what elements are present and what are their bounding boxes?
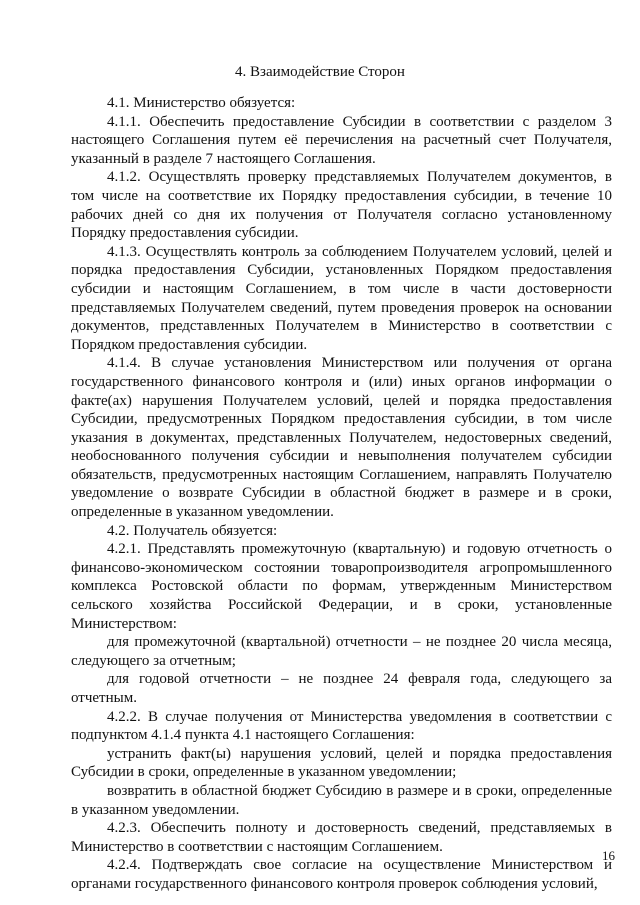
paragraph-return-subsidy: возвратить в областной бюджет Субсидию в размере и в сроки, определенные в указанном уведомлении. [71,782,612,818]
paragraph-4-2-3: 4.2.3. Обеспечить полноту и достоверность сведений, представляемых в Министерство в соответствии с настоящим Соглашением. [71,820,612,855]
section-heading: 4. Взаимодействие Сторон [235,64,405,80]
page-number: 16 [602,848,615,863]
paragraph-4-1-4: 4.1.4. В случае установления Министерством или получения от органа государственного финансового контроля и (или) иных органов информации о факте(ах) нарушения Получателем условий, целей и порядка предоставления Субсидии, предусмотренных Порядком предоставления субсидии, в том числе указания в документах, представленных Получателем, недостоверных сведений, необоснованного получения субсидии и невыполнения получателем субсидии обязательств, предусмотренных настоящим Соглашением, направлять Получателю уведомление о возврате Субсидии в областной бюджет в размере и в сроки, определенные в указанном уведомлении. [71,355,612,521]
paragraph-annual-reporting: для годовой отчетности – не позднее 24 февраля года, следующего за отчетным. [71,671,612,706]
document-body [71,94,612,894]
paragraph-4-1: 4.1. Министерство обязуется: [107,95,296,111]
paragraph-4-2-2: 4.2.2. В случае получения от Министерства уведомления в соответствии с подпунктом 4.1.4 пункта 4.1 настоящего Соглашения: [71,708,612,744]
paragraph-4-2: 4.2. Получатель обязуется: [107,522,278,539]
paragraph-4-1-1: 4.1.1. Обеспечить предоставление Субсидии в соответствии с разделом 3 настоящего Соглашения путем её перечисления на расчетный счет Получателя, указанный в разделе 7 настоящего Соглашения. [71,113,612,167]
paragraph-4-2-4: 4.2.4. Подтверждать свое согласие на осуществление Министерством и органами государственного финансового контроля проверок соблюдения условий, [71,857,612,892]
paragraph-4-1-3: 4.1.3. Осуществлять контроль за соблюдением Получателем условий, целей и порядка предоставления Субсидии, установленных Порядком предоставления субсидии и настоящим Соглашением, в том числе в части достоверности представляемых Получателем сведений, путем проведения проверок на основании документов, представленных Получателем в Министерство в соответствии с Порядком предоставления субсидии. [71,243,612,353]
paragraph-quarterly-reporting: для промежуточной (квартальной) отчетности – не позднее 20 числа месяца, следующего за отчетным; [71,634,612,669]
paragraph-4-2-1: 4.2.1. Представлять промежуточную (квартальную) и годовую отчетность о финансово-экономическом состоянии товаропроизводителя агропромышленного комплекса Ростовской области по формам, утвержденным Министерством сельского хозяйства Российской Федерации, и в сроки, установленные Министерством: [71,541,612,632]
paragraph-eliminate-violations: устранить факт(ы) нарушения условий, целей и порядка предоставления Субсидии в сроки, определенные в указанном уведомлении; [71,745,612,781]
paragraph-4-1-2: 4.1.2. Осуществлять проверку представляемых Получателем документов, в том числе на соответствие их Порядку предоставления субсидии, в течение 10 рабочих дней со дня их получения от Получателя согласно установленному Порядку предоставления субсидии. [71,169,612,242]
